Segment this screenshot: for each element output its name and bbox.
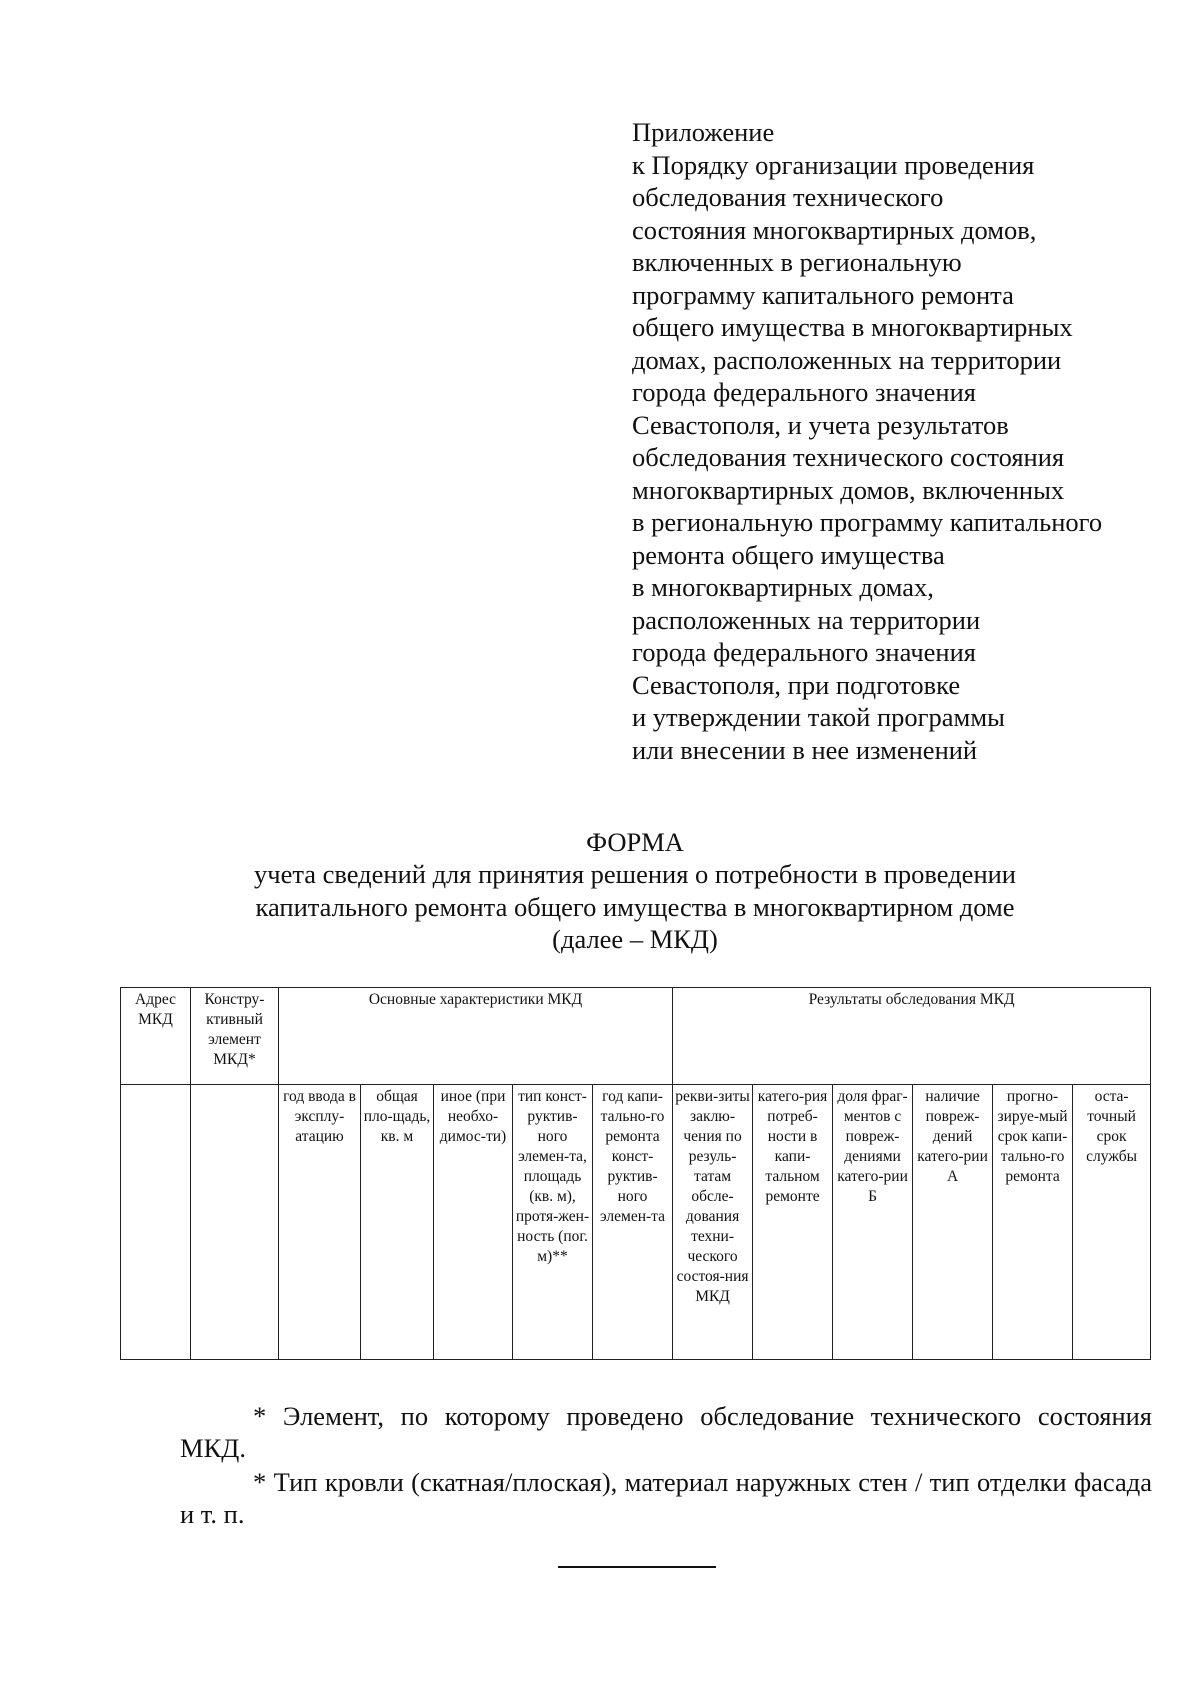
header-element: Констру-ктивный элемент МКД* [191,988,279,1085]
header-main-characteristics: Основные характеристики МКД [279,988,673,1085]
table-cell-empty [121,1085,191,1360]
appendix-line: в региональную программу капитального [632,507,1103,537]
appendix-line: обследования технического [632,182,944,212]
column-header: оста-точный срок службы [1073,1085,1151,1360]
appendix-line: в многоквартирных домах, [632,572,934,602]
column-header: катего-рия потреб-ности в капи-тальном ремонте [753,1085,833,1360]
appendix-line: расположенных на территории [632,604,981,635]
header-address: Адрес МКД [121,988,191,1085]
appendix-line: Севастополя, и учета результатов [632,409,1009,440]
appendix-line: обследования технического состояния [632,442,1065,472]
appendix-line: Севастополя, при подготовке [632,669,961,700]
appendix-line: программу капитального ремонта [632,279,1014,310]
column-header: рекви-зиты заклю-чения по резуль-татам обсле-дования техни-ческого состоя-ния МКД [673,1085,753,1360]
column-header: доля фраг-ментов с повреж-дениями катего-рии Б [833,1085,913,1360]
form-subtitle-line-1: учета сведений для принятия решения о потребности в проведении [254,859,1016,889]
footnote-element-text: * Элемент, по которому проведено обследование технического состояния [253,1401,1152,1431]
footnote-type-text-end: фасада и т. п. [180,1467,1153,1529]
appendix-line: или внесении в нее изменений [632,734,978,765]
column-header: иное (при необхо-димос-ти) [434,1085,513,1360]
form-subtitle-line-3: (далее – МКД) [552,924,718,954]
appendix-line: и утверждении такой программы [632,702,1005,732]
appendix-line: многоквартирных домов, включенных [632,474,1065,505]
appendix-line: города федерального значения [632,637,976,667]
column-header: год капи-тально-го ремонта конст-руктив-ного элемен-та [593,1085,673,1360]
appendix-line: Приложение [632,117,775,147]
footnote-element-text-end: МКД. [180,1433,246,1463]
header-survey-results: Результаты обследования МКД [673,988,1151,1085]
column-header: наличие повреж-дений катего-рии А [913,1085,993,1360]
footnote-type-text: * Тип кровли (скатная/плоская), материал наружных стен / тип отделки [253,1467,1067,1497]
table-cell-empty [191,1085,279,1360]
column-header: тип конст-руктив-ного элемен-та, площадь (кв. м), протя-жен-ность (пог. м)** [513,1085,593,1360]
end-divider [558,1566,716,1568]
appendix-line: состояния многоквартирных домов, [632,214,1037,245]
column-header: прогно-зируе-мый срок капи-тально-го ремонта [993,1085,1073,1360]
footnote-type [180,1466,1152,1530]
appendix-line: общего имущества в многоквартирных [632,312,1073,342]
appendix-line: домах, расположенных на территории [632,344,1062,375]
registry-form-table [120,987,1151,1360]
form-subtitle-line-2: капитального ремонта общего имущества в многоквартирном доме [255,892,1015,922]
table-header-row [121,988,1151,1085]
appendix-line: к Порядку организации проведения [632,149,1035,180]
appendix-line: включенных в региональную [632,247,962,277]
column-header: общая пло-щадь, кв. м [361,1085,434,1360]
form-title: ФОРМА [586,827,684,857]
table-subheader-row [121,1085,1151,1360]
appendix-line: ремонта общего имущества [632,539,945,570]
footnote-element [180,1400,1152,1464]
column-header: год ввода в эксплу-атацию [279,1085,361,1360]
appendix-block [632,116,1172,766]
appendix-line: города федерального значения [632,377,976,407]
